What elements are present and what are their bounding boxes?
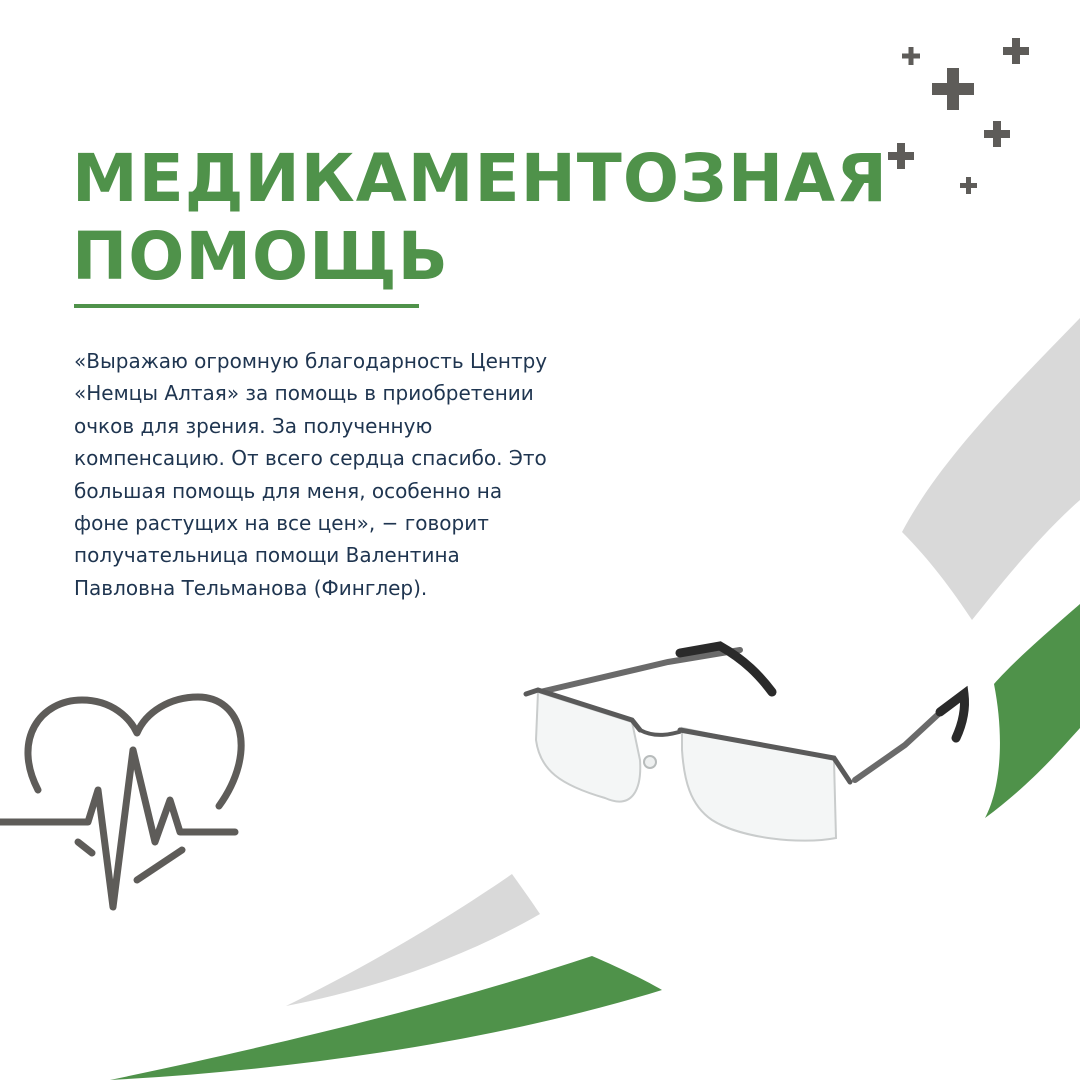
quote-line: компенсацию. От всего сердца спасибо. Это [74,446,547,471]
quote-line: «Выражаю огромную благодарность Центру [74,349,548,373]
plus-icon [902,47,920,65]
quote-line: фоне растущих на все цен», − говорит [74,511,489,536]
page-title [72,140,888,296]
heartbeat-icon [0,690,250,920]
plus-icon [984,121,1010,147]
title-underline [74,304,419,308]
green-swoosh-right [985,604,1080,818]
quote-line: Павловна Тельманова (Финглер). [74,575,428,600]
quote-line: большая помощь для меня, особенно на [74,478,503,503]
title-line-2: ПОМОЩЬ [72,218,449,295]
gray-swoosh-right [902,318,1080,620]
quote-line: очков для зрения. За полученную [74,413,433,438]
testimonial-quote [74,345,594,604]
plus-icon [932,68,974,110]
quote-line: получательница помощи Валентина [74,543,460,568]
plus-icon [888,143,914,169]
eyeglasses-icon [520,635,980,855]
title-line-1: МЕДИКАМЕНТОЗНАЯ [72,140,888,217]
plus-icon [960,177,977,194]
plus-icon [1003,38,1029,64]
quote-line: «Немцы Алтая» за помощь в приобретении [74,381,534,406]
